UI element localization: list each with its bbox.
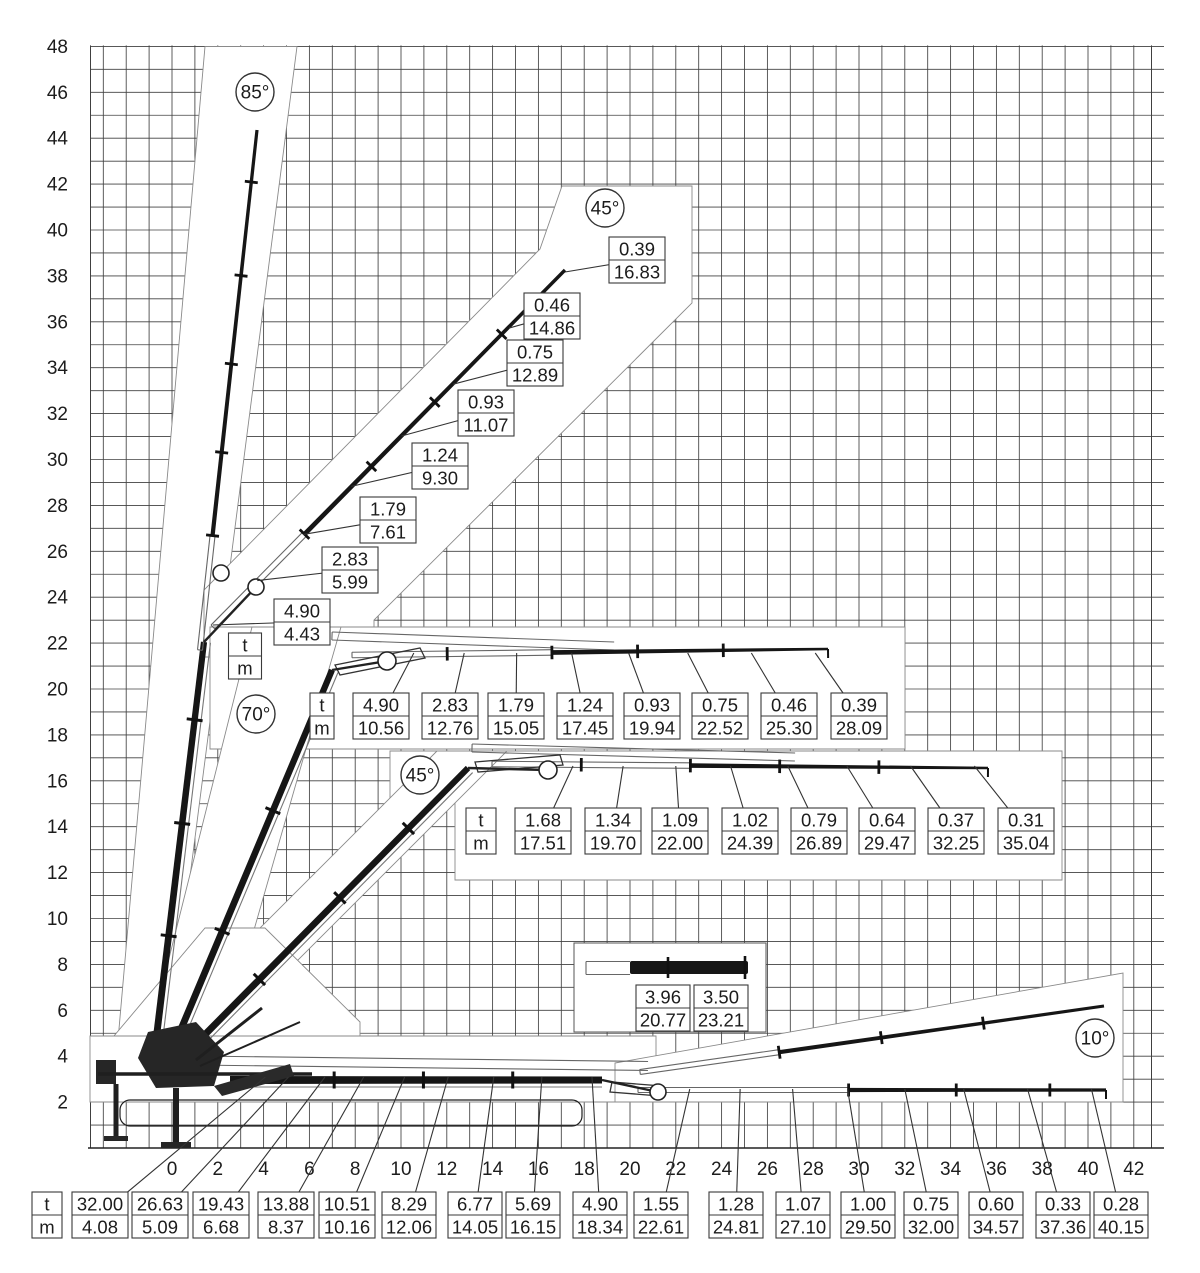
load-value: 0.79 (800, 809, 838, 831)
load-value: t (242, 634, 248, 656)
y-axis-tick: 24 (46, 587, 68, 609)
reach-value: 20.77 (639, 1009, 687, 1031)
reach-value: 23.21 (697, 1009, 745, 1031)
unit-legend-45up (229, 633, 262, 679)
angle-label: 70° (241, 704, 271, 726)
capacity-box-45low-5 (859, 808, 915, 854)
load-value: 3.50 (702, 986, 740, 1008)
knuckle-roller (213, 565, 229, 581)
knuckle-roller (378, 652, 396, 670)
boom-outline-cap (640, 1070, 641, 1075)
x-axis-tick: 20 (619, 1159, 641, 1180)
x-axis-tick: 6 (304, 1159, 315, 1180)
load-value: 0.46 (533, 294, 571, 316)
x-axis-tick: 2 (212, 1159, 224, 1180)
reach-value: 29.50 (844, 1216, 892, 1238)
load-value: 1.28 (717, 1193, 755, 1215)
capacity-box-45up-0 (274, 599, 330, 645)
knuckle-roller (248, 579, 264, 595)
jib-ground (849, 1088, 1106, 1092)
reach-value: 8.37 (267, 1216, 305, 1238)
x-axis-tick: 28 (802, 1159, 824, 1180)
capacity-box-45low-0 (515, 808, 571, 854)
load-value: 1.02 (731, 809, 769, 831)
x-axis-tick: 36 (985, 1159, 1007, 1180)
boom-collar (215, 452, 228, 453)
load-value: 4.90 (362, 694, 400, 716)
capacity-box-ground-13 (904, 1192, 958, 1238)
load-value: 6.77 (456, 1193, 494, 1215)
load-value: 1.07 (784, 1193, 822, 1215)
capacity-box-45low-2 (652, 808, 708, 854)
y-axis-tick: 48 (46, 36, 68, 58)
reach-value: 17.45 (561, 717, 609, 739)
capacity-box-70-0 (353, 693, 409, 739)
reach-value: 15.05 (492, 717, 540, 739)
load-value: 1.09 (661, 809, 699, 831)
load-value: 0.75 (701, 694, 739, 716)
load-value: 2.83 (431, 694, 469, 716)
load-value: 0.39 (618, 238, 656, 260)
reach-value: 16.83 (613, 261, 661, 283)
reach-value: 40.15 (1097, 1216, 1145, 1238)
boom-collar (225, 363, 238, 364)
reach-value: 4.08 (81, 1216, 119, 1238)
load-value: 1.55 (642, 1193, 680, 1215)
x-axis-tick: 26 (756, 1159, 778, 1180)
y-axis-tick: 34 (46, 358, 68, 380)
capacity-box-ground-10 (709, 1192, 763, 1238)
inset-jib-segment (630, 961, 748, 974)
load-value: 10.51 (323, 1193, 371, 1215)
knuckle-roller (650, 1084, 666, 1100)
capacity-box-ground-2 (193, 1192, 249, 1238)
load-value: 32.00 (76, 1193, 124, 1215)
y-axis-tick: 2 (57, 1092, 68, 1114)
reach-value: 10.16 (323, 1216, 371, 1238)
load-value: 5.69 (514, 1193, 552, 1215)
x-axis-tick: 0 (166, 1159, 178, 1180)
capacity-box-ground-9 (634, 1192, 688, 1238)
y-axis-tick: 12 (46, 863, 68, 885)
boom-collar (187, 719, 203, 721)
capacity-box-ground-16 (1094, 1192, 1148, 1238)
boom-collar (245, 181, 258, 182)
reach-value: 24.81 (712, 1216, 760, 1238)
boom-collar (235, 275, 248, 276)
load-value: 0.39 (840, 694, 878, 716)
y-axis-tick: 26 (46, 541, 68, 563)
reach-value: 10.56 (357, 717, 405, 739)
load-value: 0.93 (467, 391, 505, 413)
capacity-box-45low-1 (585, 808, 641, 854)
capacity-box-45low-3 (722, 808, 778, 854)
y-axis-tick: 44 (46, 128, 68, 150)
x-axis-tick: 8 (349, 1159, 361, 1180)
capacity-box-45low-4 (791, 808, 847, 854)
reach-value: 34.57 (972, 1216, 1020, 1238)
reach-value: 6.68 (202, 1216, 240, 1238)
reach-value: 12.06 (385, 1216, 433, 1238)
reach-value: 12.89 (511, 364, 559, 386)
capacity-box-70-1 (422, 693, 478, 739)
capacity-box-45up-1 (322, 547, 378, 593)
load-value: 4.90 (581, 1193, 619, 1215)
reach-value: 32.25 (932, 832, 980, 854)
angle-badge-45-lower (401, 756, 439, 794)
capacity-box-ground-5 (382, 1192, 436, 1238)
y-axis-tick: 20 (46, 679, 68, 701)
capacity-box-70-5 (692, 693, 748, 739)
capacity-box-ground-0 (72, 1192, 128, 1238)
load-value: 8.29 (390, 1193, 428, 1215)
boom-outline-cap (198, 650, 203, 651)
y-axis-tick: 16 (46, 771, 68, 793)
capacity-box-ground-14 (969, 1192, 1023, 1238)
capacity-box-ground-12 (841, 1192, 895, 1238)
capacity-box-inset-0 (636, 985, 690, 1031)
reach-value: 24.39 (726, 832, 774, 854)
reach-value: 12.76 (426, 717, 474, 739)
load-value: 0.75 (912, 1193, 950, 1215)
capacity-box-ground-8 (573, 1192, 627, 1238)
x-axis-tick: 10 (390, 1159, 412, 1180)
reach-value: m (237, 657, 253, 679)
x-axis-tick: 18 (573, 1159, 595, 1180)
load-value: 0.37 (937, 809, 975, 831)
boom-collar (174, 822, 190, 824)
load-value: 1.24 (566, 694, 604, 716)
load-value: 13.88 (262, 1193, 310, 1215)
load-value: t (478, 809, 484, 831)
load-value: 19.43 (197, 1193, 245, 1215)
x-axis-tick: 34 (940, 1159, 962, 1180)
counterweight-block (96, 1060, 116, 1084)
angle-label: 10° (1080, 1028, 1110, 1050)
load-value: 0.46 (770, 694, 808, 716)
load-value: 1.79 (497, 694, 535, 716)
load-value: 0.28 (1102, 1193, 1140, 1215)
y-axis-tick: 18 (46, 725, 68, 747)
load-value: t (319, 694, 325, 716)
capacity-box-45low-7 (998, 808, 1054, 854)
outrigger-pad-left (104, 1136, 128, 1141)
x-axis-tick: 4 (258, 1159, 269, 1180)
x-axis-tick: 16 (527, 1159, 549, 1180)
load-value: 1.79 (369, 498, 407, 520)
y-axis-tick: 28 (46, 495, 68, 517)
y-axis-tick: 30 (46, 450, 68, 471)
reach-value: 5.99 (331, 571, 369, 593)
capacity-box-45up-3 (412, 443, 468, 489)
boom-collar (778, 1046, 780, 1059)
capacity-box-45up-2 (360, 497, 416, 543)
load-value: 4.90 (283, 600, 321, 622)
capacity-box-ground-11 (776, 1192, 830, 1238)
angle-badge-70 (237, 695, 275, 733)
load-value: 1.34 (594, 809, 632, 831)
load-value: 2.83 (331, 548, 369, 570)
reach-value: 28.09 (835, 717, 883, 739)
load-value: 1.00 (849, 1193, 887, 1215)
y-axis-tick: 46 (46, 82, 68, 104)
angle-label: 45° (590, 198, 620, 220)
capacity-box-45low-6 (928, 808, 984, 854)
reach-value: 22.00 (656, 832, 704, 854)
capacity-box-ground-7 (506, 1192, 560, 1238)
angle-badge-45-upper (586, 189, 624, 227)
x-axis-tick: 38 (1031, 1159, 1053, 1180)
unit-legend-ground (32, 1192, 62, 1238)
x-axis-tick: 30 (848, 1159, 870, 1180)
capacity-box-70-3 (557, 693, 613, 739)
reach-value: 35.04 (1002, 832, 1050, 854)
unit-legend-70 (310, 693, 334, 739)
capacity-box-ground-1 (132, 1192, 188, 1238)
reach-value: 37.36 (1039, 1216, 1087, 1238)
reach-value: 22.52 (696, 717, 744, 739)
reach-value: 26.89 (795, 832, 843, 854)
capacity-box-70-4 (624, 693, 680, 739)
y-axis-tick: 40 (46, 220, 68, 242)
x-axis-tick: 42 (1123, 1159, 1145, 1180)
reach-value: 19.94 (628, 717, 676, 739)
capacity-box-45up-6 (524, 293, 580, 339)
load-value: 0.31 (1007, 809, 1045, 831)
capacity-box-ground-4 (319, 1192, 375, 1238)
x-axis-tick: 40 (1077, 1159, 1099, 1180)
knuckle-roller (539, 761, 557, 779)
reach-value: 5.09 (141, 1216, 179, 1238)
angle-label: 85° (240, 82, 270, 104)
reach-value: 14.05 (451, 1216, 499, 1238)
x-axis-tick: 24 (711, 1159, 733, 1180)
capacity-box-70-7 (831, 693, 887, 739)
y-axis-tick: 14 (46, 817, 68, 839)
y-axis-tick: 42 (46, 174, 68, 196)
reach-value: 18.34 (576, 1216, 624, 1238)
capacity-box-45up-7 (609, 237, 665, 283)
load-value: 0.75 (516, 341, 554, 363)
capacity-box-inset-1 (694, 985, 748, 1031)
capacity-box-70-2 (488, 693, 544, 739)
reach-value: m (473, 832, 489, 854)
reach-value: m (39, 1216, 55, 1238)
reach-value: 16.15 (509, 1216, 557, 1238)
reach-value: 27.10 (779, 1216, 827, 1238)
y-axis-tick: 36 (46, 312, 68, 334)
reach-value: 19.70 (589, 832, 637, 854)
truck-bed-outline (120, 1100, 582, 1126)
boom-collar (880, 1031, 882, 1044)
angle-label: 45° (405, 765, 435, 787)
x-axis-tick: 22 (665, 1159, 687, 1180)
boom-collar (982, 1017, 984, 1030)
load-value: 3.96 (644, 986, 682, 1008)
capacity-box-45up-5 (507, 340, 563, 386)
x-axis-tick: 32 (894, 1159, 916, 1180)
reach-value: 22.61 (637, 1216, 685, 1238)
load-value: 26.63 (136, 1193, 184, 1215)
reach-value: 14.86 (528, 317, 576, 339)
boom-collar (161, 935, 177, 937)
y-axis-tick: 22 (46, 633, 68, 655)
capacity-box-ground-3 (258, 1192, 314, 1238)
load-value: 0.93 (633, 694, 671, 716)
load-value: 1.24 (421, 444, 459, 466)
reach-value: 7.61 (369, 521, 407, 543)
load-value: t (44, 1193, 50, 1215)
angle-badge-10 (1076, 1019, 1114, 1057)
boom-collar (206, 535, 219, 536)
reach-value: 25.30 (765, 717, 813, 739)
unit-legend-45low (466, 808, 496, 854)
load-value: 0.33 (1044, 1193, 1082, 1215)
reach-value: 17.51 (519, 832, 567, 854)
capacity-box-ground-6 (448, 1192, 502, 1238)
y-axis-tick: 6 (57, 1000, 68, 1022)
x-axis-tick: 12 (436, 1159, 458, 1180)
reach-value: 11.07 (463, 414, 509, 436)
y-axis-tick: 38 (46, 266, 68, 288)
angle-badge-85 (236, 73, 274, 111)
y-axis-tick: 32 (46, 404, 68, 426)
reach-value: 4.43 (283, 623, 321, 645)
y-axis-tick: 10 (46, 909, 68, 930)
y-axis-tick: 8 (57, 954, 68, 976)
reach-value: 9.30 (421, 467, 459, 489)
capacity-box-ground-15 (1036, 1192, 1090, 1238)
reach-value: m (314, 717, 330, 739)
load-value: 0.64 (868, 809, 906, 831)
reach-value: 29.47 (863, 832, 911, 854)
x-axis-tick: 14 (482, 1159, 504, 1180)
capacity-box-70-6 (761, 693, 817, 739)
load-value: 0.60 (977, 1193, 1015, 1215)
y-axis-tick: 4 (57, 1046, 68, 1068)
reach-value: 32.00 (907, 1216, 955, 1238)
load-value: 1.68 (524, 809, 562, 831)
capacity-box-45up-4 (458, 390, 514, 436)
